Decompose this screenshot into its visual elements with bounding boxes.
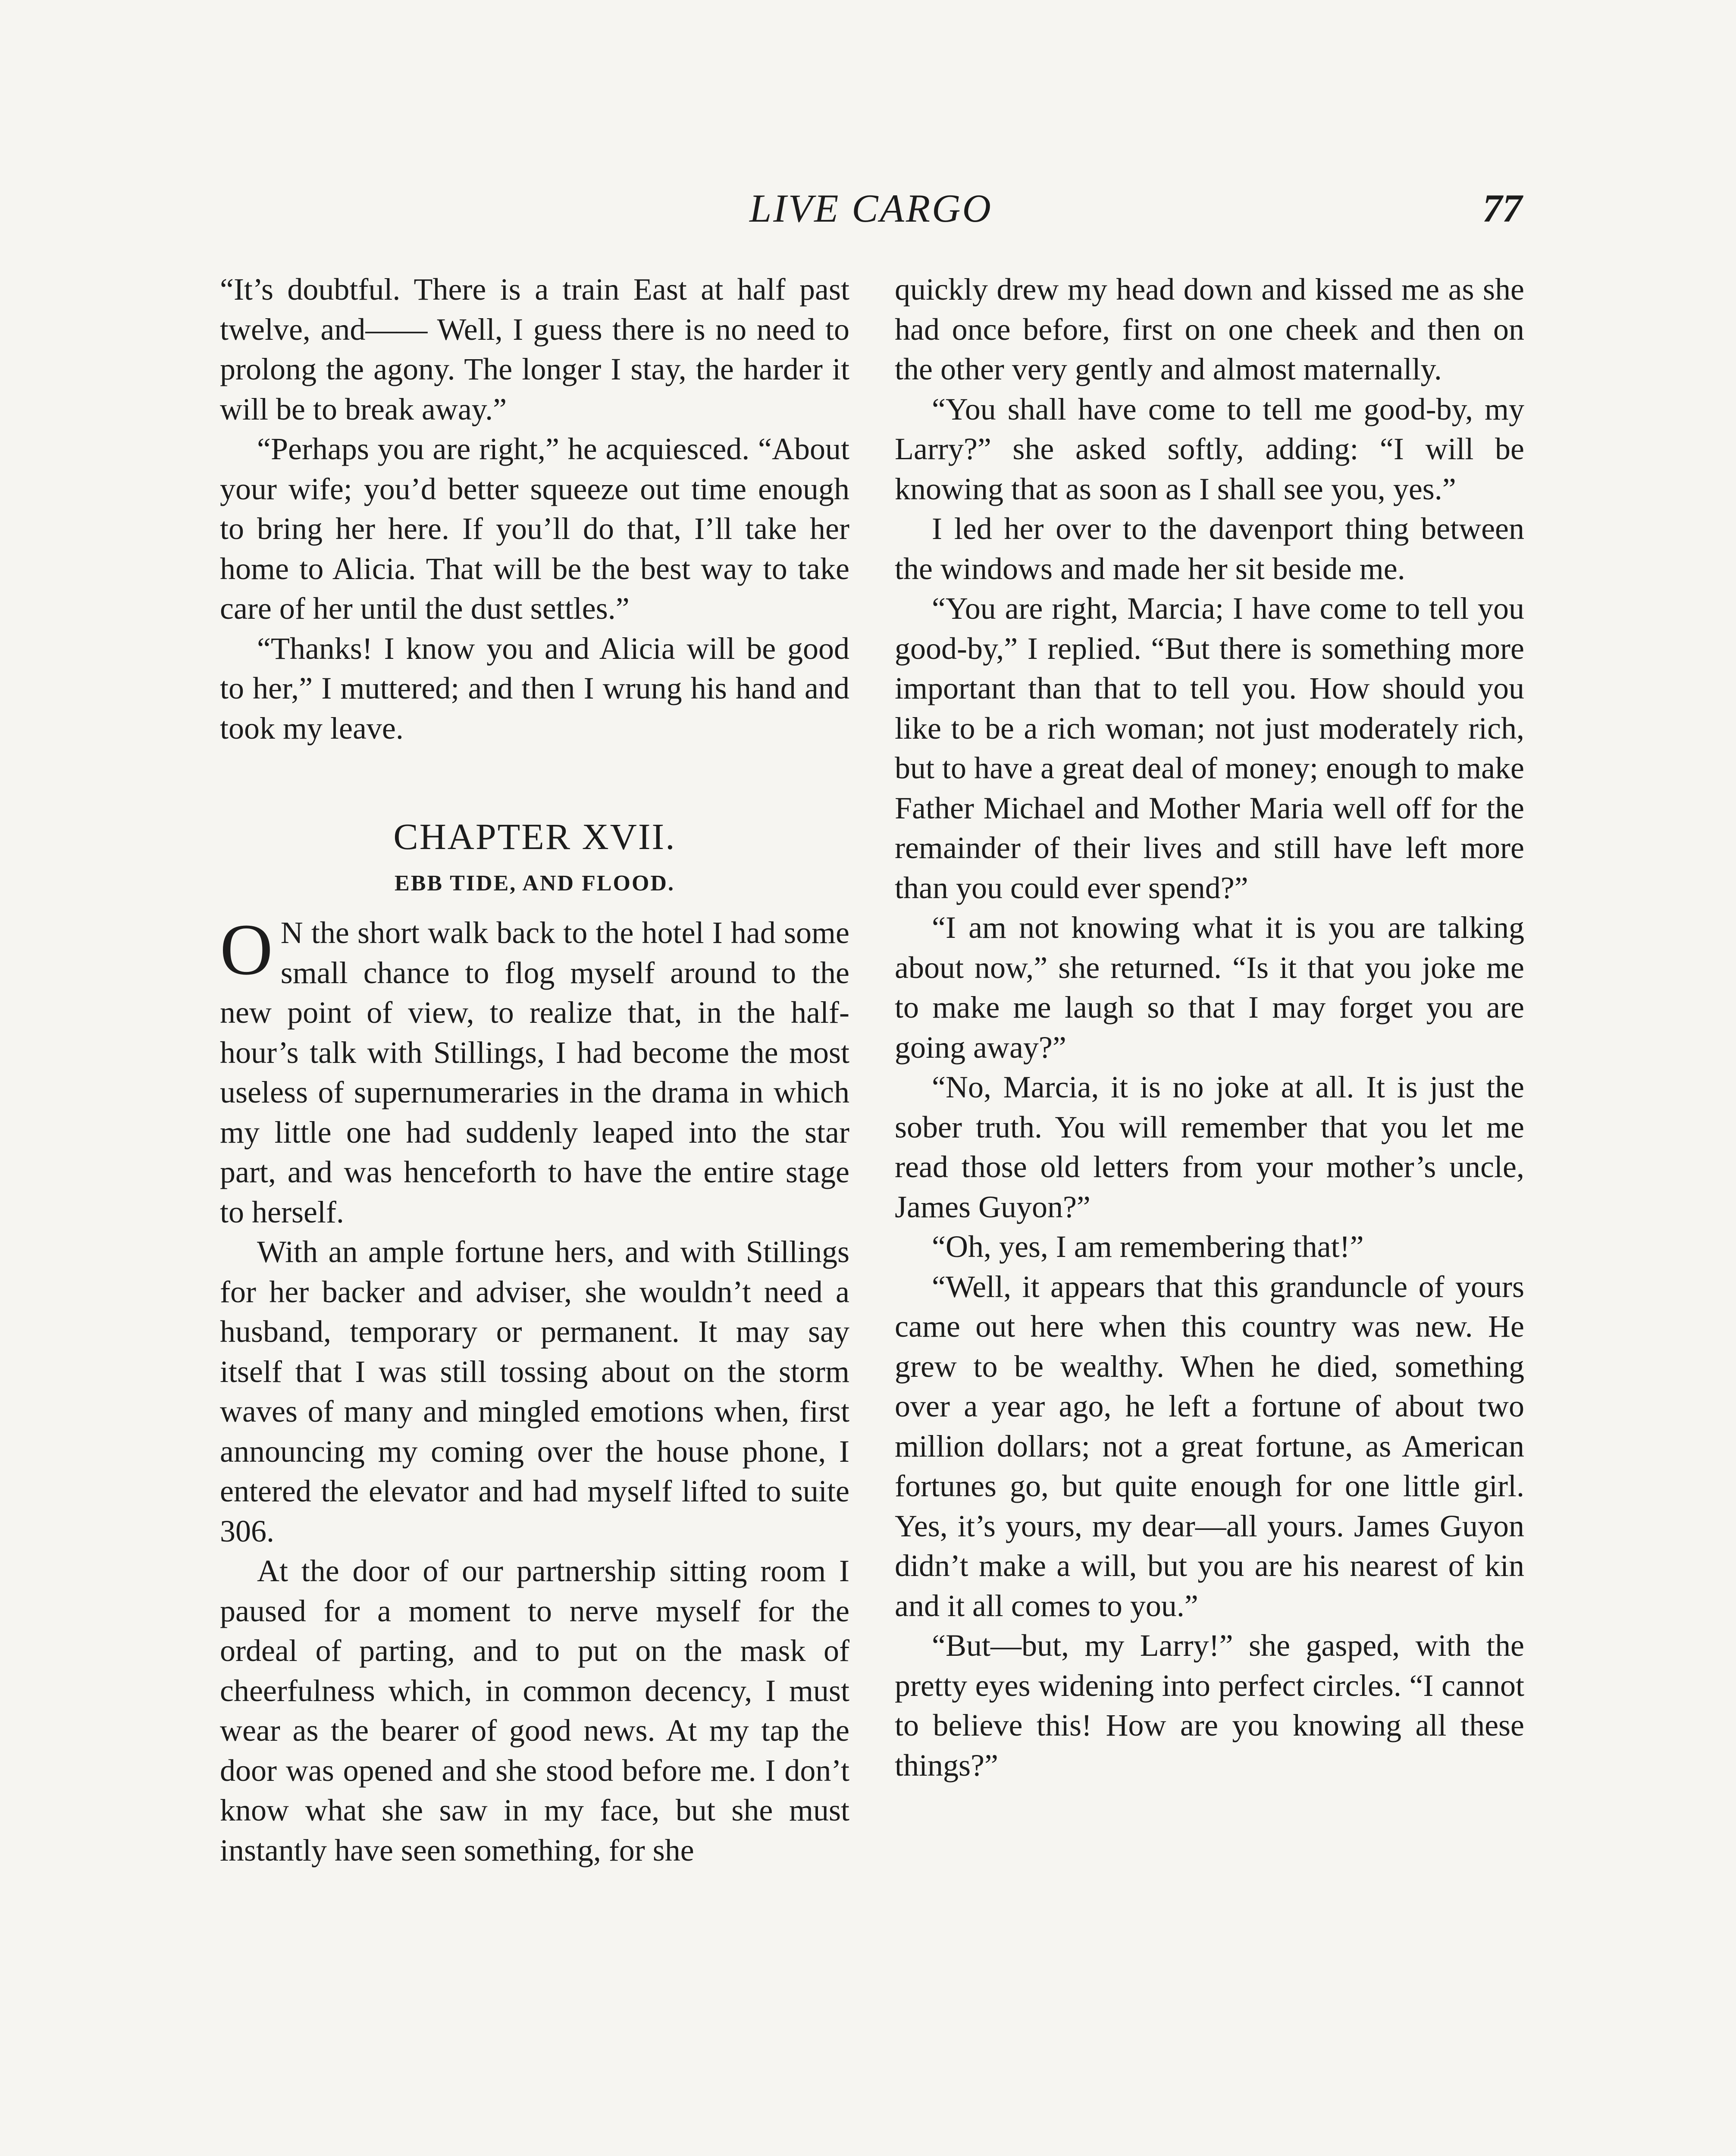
paragraph: “But—but, my Larry!” she gasped, with the pretty eyes widening into perfect circles. “I cannot to believe this! How are you knowing all these things?” bbox=[895, 1628, 1524, 1783]
paragraph: “Well, it appears that this granduncle of yours came out here when this country was new. He grew to be wealthy. When he died, something over a year ago, he left a fortune of about two million dollars; not a great fortune, as American fortunes go, but quite enough for one little girl. Yes, it’s yours, my dear—all yours. James Guyon didn’t make a will, but you are his nearest of kin and it all comes to you.” bbox=[895, 1269, 1524, 1623]
continued-paragraph: quickly drew my head down and kissed me as she had once before, first on one cheek and then on the other very gently and almost maternally. bbox=[895, 272, 1524, 386]
running-title: LIVE CARGO bbox=[749, 186, 993, 230]
paragraph: I led her over to the davenport thing between the windows and made her sit beside me. bbox=[895, 511, 1524, 586]
paragraph: With an ample fortune hers, and with Stillings for her backer and adviser, she wouldn’t need a husband, temporary or permanent. It may say itself that I was still tossing about on the storm waves of many and mingled emotions when, first announcing my coming over the house phone, I entered the elevator and had myself lifted to suite 306. bbox=[220, 1235, 849, 1548]
page-number: 77 bbox=[1482, 186, 1522, 230]
paragraph: “Oh, yes, I am remembering that!” bbox=[932, 1229, 1364, 1264]
chapter-subtitle: EBB TIDE, AND FLOOD. bbox=[395, 871, 675, 896]
left-column bbox=[220, 270, 849, 1870]
opening-text: N the short walk back to the hotel I had some small chance to flog myself around to the new point of view, to realize that, in the half-hour’s talk with Stillings, I had become the most useless of supernumeraries in the drama in which my little one had suddenly leaped into the star part, and was henceforth to have the entire stage to herself. bbox=[220, 915, 849, 1229]
chapter-heading: CHAPTER XVII. bbox=[393, 816, 676, 857]
drop-cap: O bbox=[220, 909, 273, 990]
paragraph: At the door of our partnership sitting room I paused for a moment to nerve myself for the ordeal of parting, and to put on the mask of cheerfulness which, in common decency, I must wear as the bearer of good news. At my tap the door was opened and she stood before me. I don’t know what she saw in my face, but she must instantly have seen something, for she bbox=[220, 1554, 849, 1868]
chapter-opening-paragraph bbox=[220, 909, 849, 1232]
paragraph: “Perhaps you are right,” he acquiesced. “About your wife; you’d better squeeze out time enough to bring her here. If you’ll do that, I’ll take her home to Alicia. That will be the best way to take care of her until the dust settles.” bbox=[220, 432, 849, 626]
page-header bbox=[220, 185, 1522, 237]
paragraph: “It’s doubtful. There is a train East at half past twelve, and—— Well, I guess there is no need to prolong the agony. The longer I stay, the harder it will be to break away.” bbox=[220, 272, 849, 426]
right-column bbox=[895, 270, 1524, 1785]
paragraph: “You are right, Marcia; I have come to tell you good-by,” I replied. “But there is something more important than that to tell you. How should you like to be a rich woman; not just moderately rich, but to have a great deal of money; enough to make Father Michael and Mother Maria well off for the remainder of their lives and still have left more than you could ever spend?” bbox=[895, 591, 1524, 905]
paragraph: “You shall have come to tell me good-by, my Larry?” she asked softly, adding: “I will be knowing that as soon as I shall see you, yes.” bbox=[895, 392, 1524, 506]
paragraph: “No, Marcia, it is no joke at all. It is just the sober truth. You will remember that you let me read those old letters from your mother’s uncle, James Guyon?” bbox=[895, 1070, 1524, 1224]
paragraph: “I am not knowing what it is you are talking about now,” she returned. “Is it that you joke me to make me laugh so that I may forget you are going away?” bbox=[895, 910, 1524, 1065]
paragraph: “Thanks! I know you and Alicia will be good to her,” I muttered; and then I wrung his hand and took my leave. bbox=[220, 631, 849, 746]
